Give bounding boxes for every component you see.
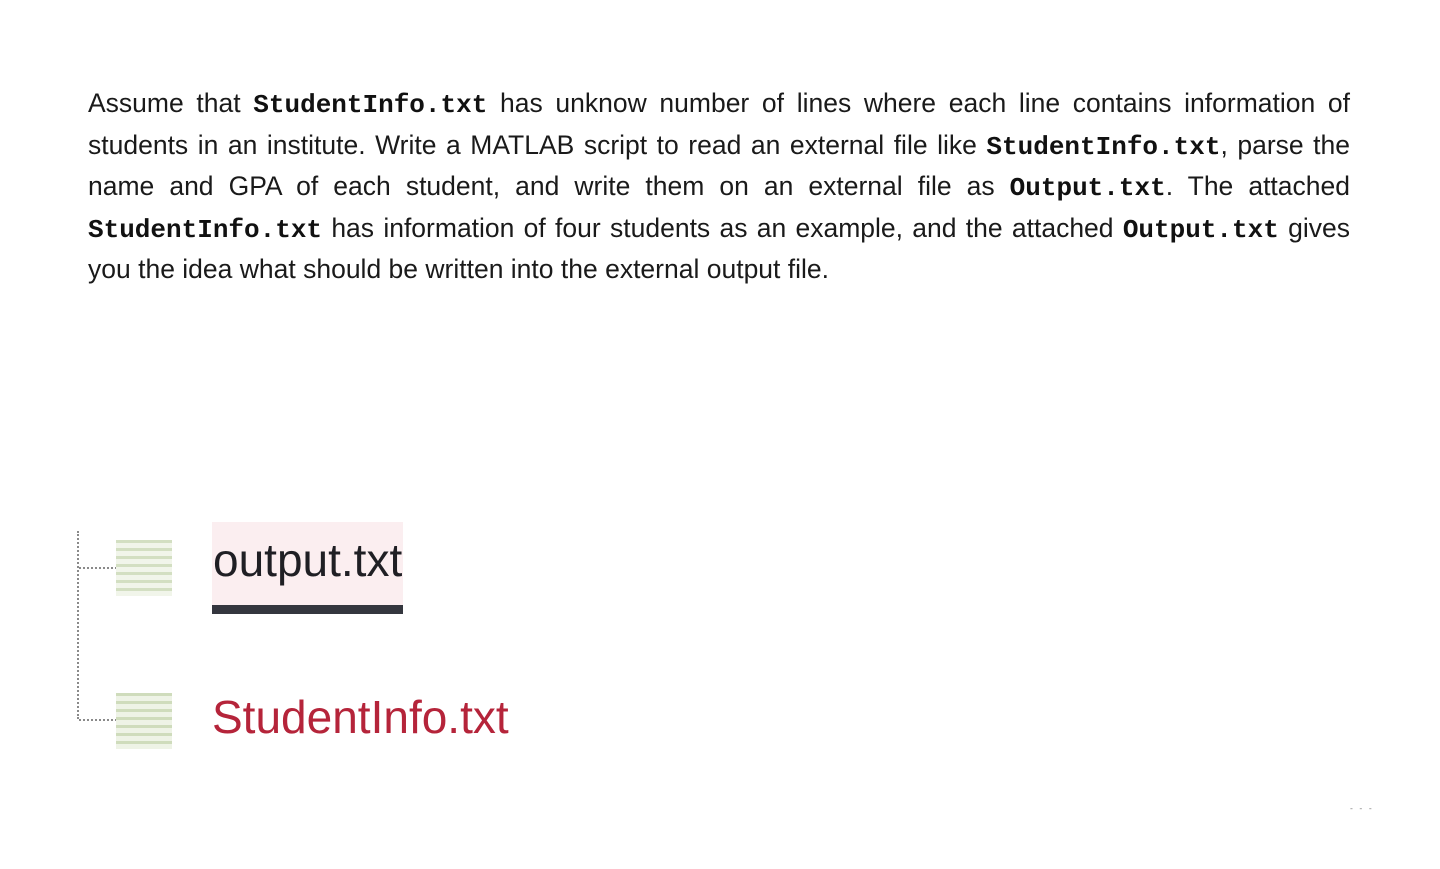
question-text-segment: has unknow number of lines where each line contains information of students in an institute. Write a MATLAB script to read an external file like bbox=[88, 88, 1351, 160]
filename-code: Output.txt bbox=[1009, 173, 1166, 204]
filename-code: StudentInfo.txt bbox=[253, 90, 488, 120]
question-text-segment: , parse the name and GPA of each student, and write them on an external file as bbox=[88, 129, 1351, 202]
question-text-segment: . The attached bbox=[1165, 171, 1351, 202]
filename-code: StudentInfo.txt bbox=[986, 131, 1221, 162]
text-file-icon bbox=[116, 693, 172, 749]
attachment-link-studentinfo[interactable]: StudentInfo.txt bbox=[212, 691, 509, 743]
filename-code: Output.txt bbox=[1122, 214, 1279, 245]
attachment-link-output[interactable]: output.txt bbox=[212, 522, 403, 614]
corner-mark: - - - bbox=[1350, 804, 1374, 813]
text-file-icon bbox=[116, 540, 172, 596]
question-text-segment: Assume that bbox=[88, 88, 254, 118]
tree-connector-branch bbox=[79, 719, 117, 721]
tree-connector-vertical bbox=[77, 531, 79, 719]
question-text-segment: gives you the idea what should be written into the external output file. bbox=[88, 212, 1350, 285]
filename-code: StudentInfo.txt bbox=[88, 214, 323, 245]
question-text-segment: has information of four students as an example, and the attached bbox=[322, 212, 1123, 243]
tree-connector-branch bbox=[79, 567, 117, 569]
